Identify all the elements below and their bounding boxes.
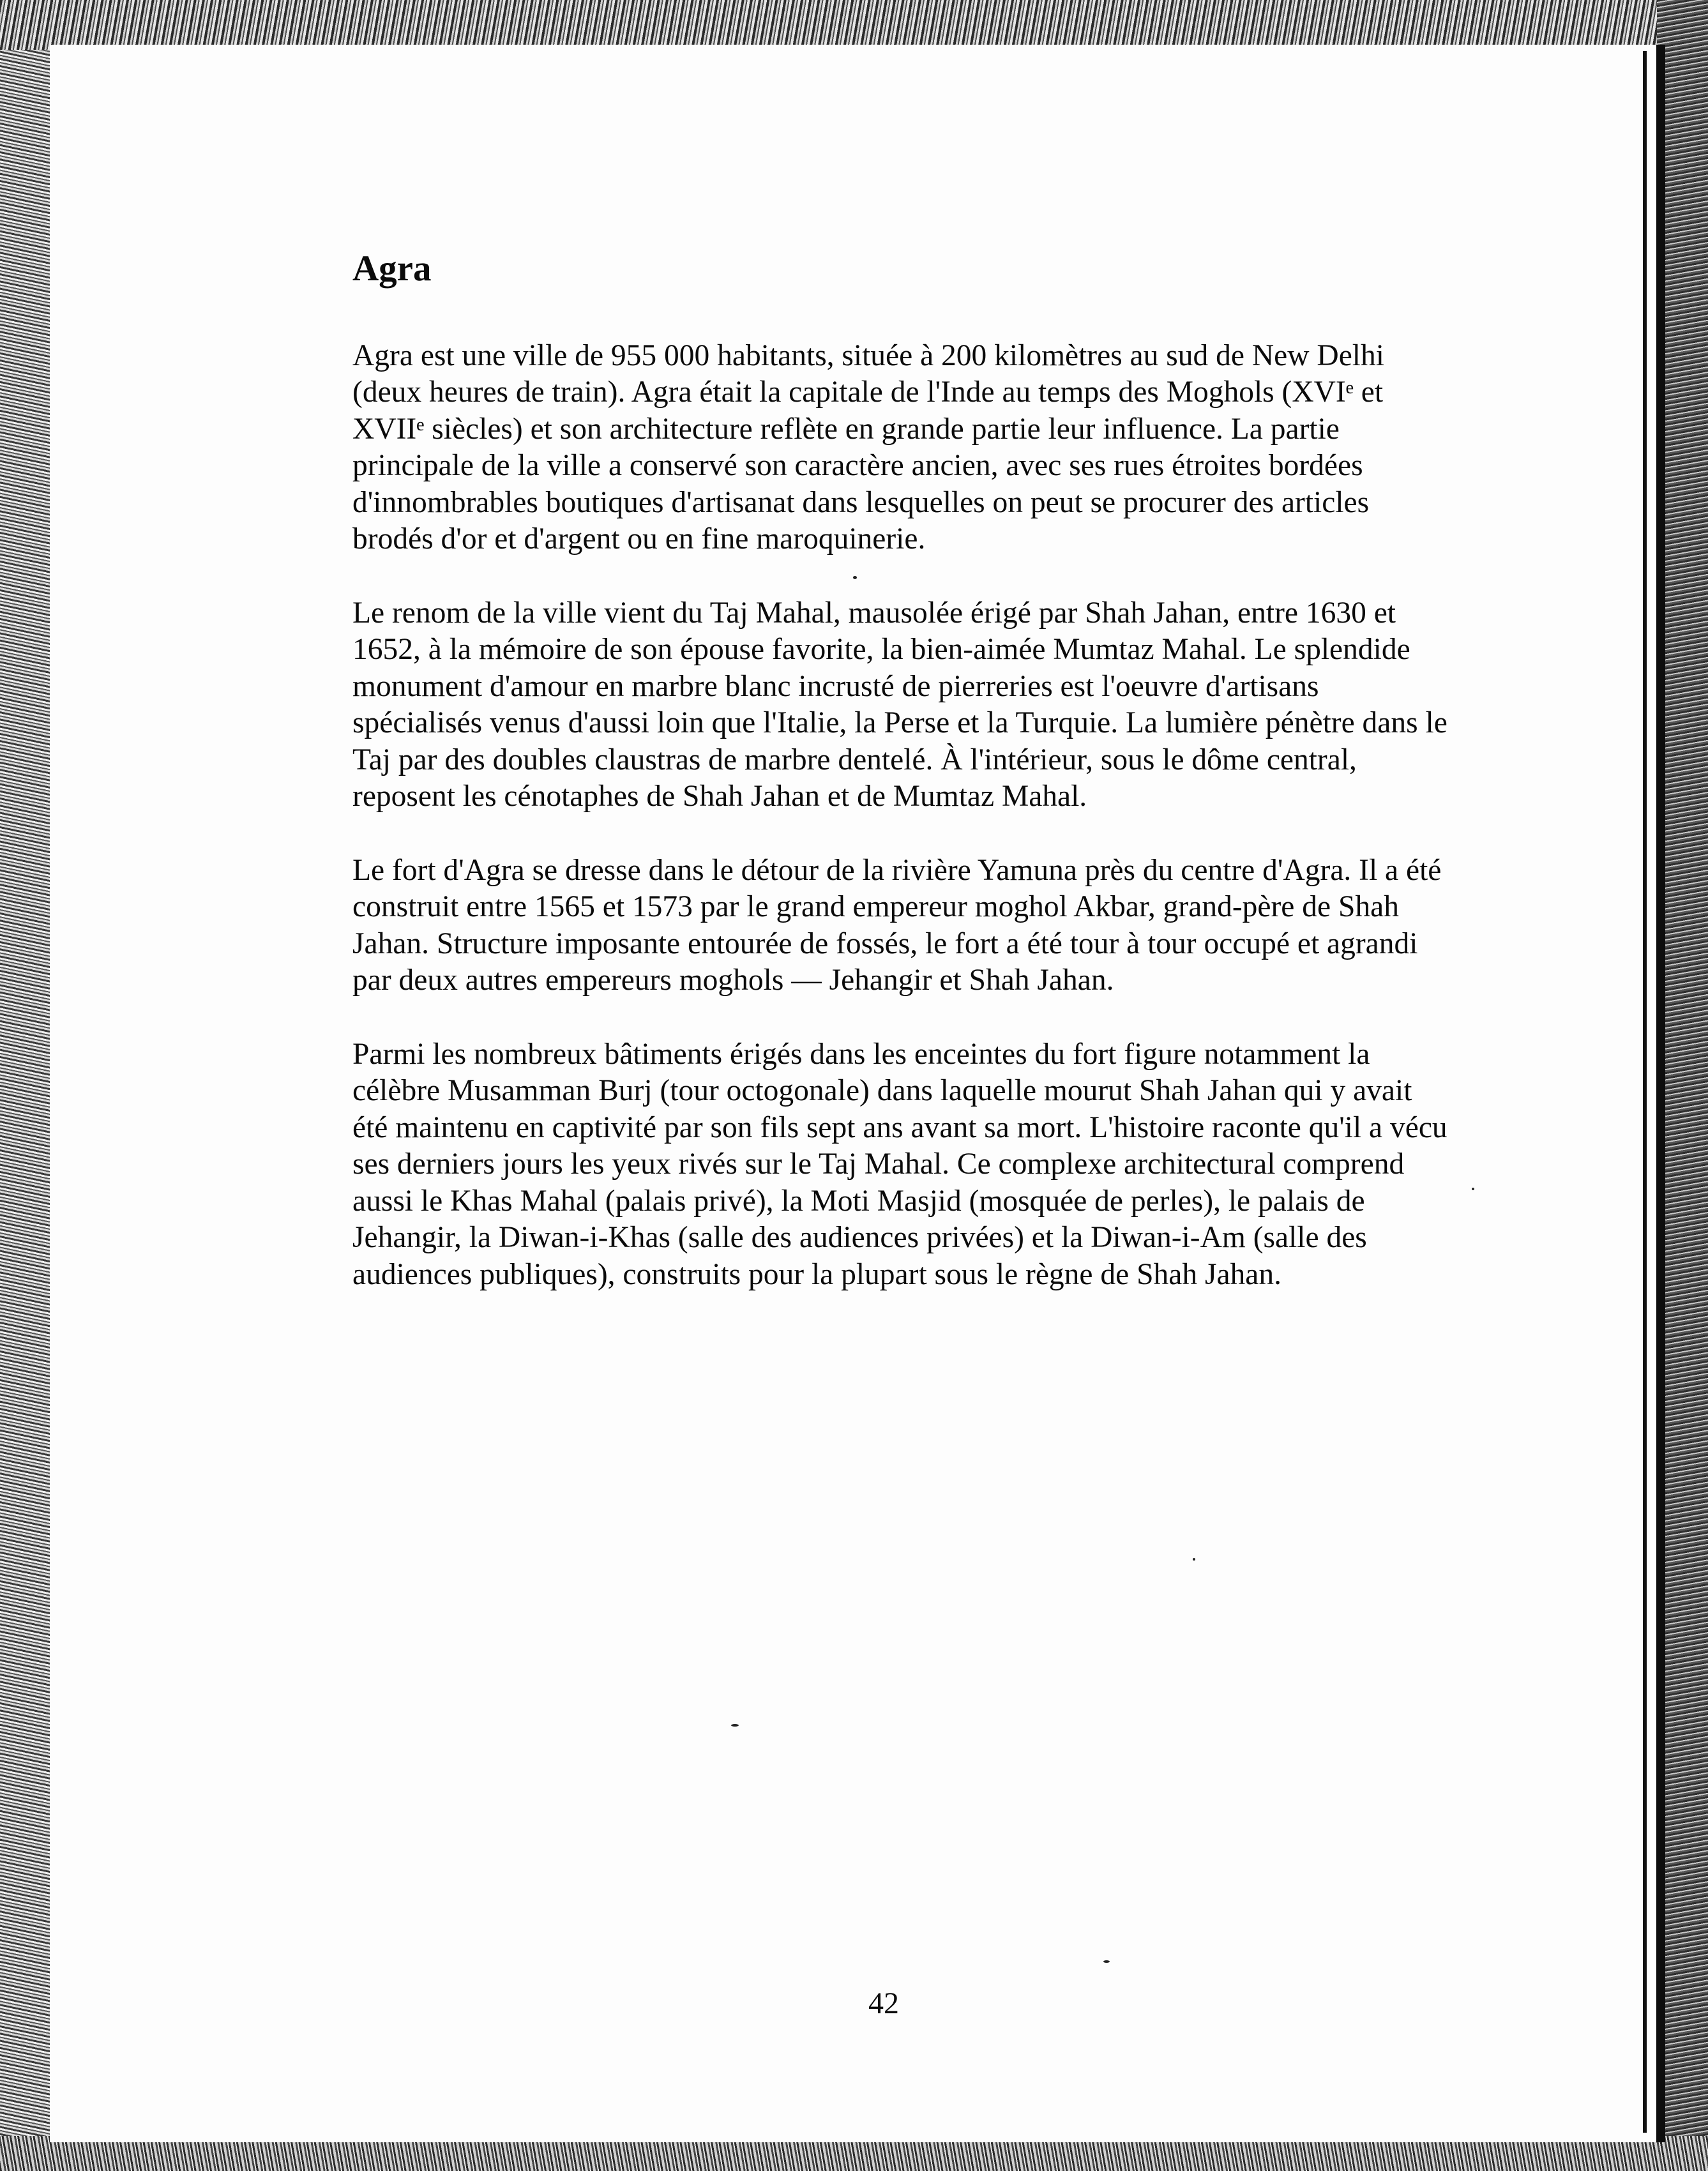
scan-speck	[731, 1724, 739, 1727]
paragraph: Le renom de la ville vient du Taj Mahal, mausolée érigé par Shah Jahan, entre 1630 et 1652, à la mémoire de son épouse favorite, la bien-aimée Mumtaz Mahal. Le splendide monument d'amour en marbre blanc incrusté de pierreries est l'oeuvre d'artisans spécialisés venus d'aussi loin que l'Italie, la Perse et la Turquie. La lumière pénètre dans le Taj par des doubles claustras de marbre dentelé. À l'intérieur, sous le dôme central, reposent les cénotaphes de Shah Jahan et de Mumtaz Mahal.	[352, 596, 1447, 813]
paragraph: Le fort d'Agra se dresse dans le détour de la rivière Yamuna près du centre d'Agra. Il a été construit entre 1565 et 1573 par le grand empereur moghol Akbar, grand-père de Shah Jahan. Structure imposante entourée de fossés, le fort a été tour à tour occupé et agrandi par deux autres empereurs moghols — Jehangir et Shah Jahan.	[352, 853, 1442, 997]
page-edge-shadow	[1643, 51, 1647, 2133]
paragraph: Agra est une ville de 955 000 habitants, située à 200 kilomètres au sud de New Delhi (deux heures de train). Agra était la capitale de l'Inde au temps des Moghols (XVIᵉ et XVIIᵉ siècles) et son architecture reflète en grande partie leur influence. La partie principale de la ville a conservé son caractère ancien, avec ses rues étroites bordées d'innombrables boutiques d'artisanat dans lesquelles on peut se procurer des articles brodés d'or et d'argent ou en fine maroquinerie.	[352, 338, 1384, 556]
scan-border-left	[0, 0, 57, 2171]
paragraph: Parmi les nombreux bâtiments érigés dans les enceintes du fort figure notamment la célèbre Musamman Burj (tour octogonale) dans laquelle mourut Shah Jahan qui y avait été maintenu en captivité par son fils sept ans avant sa mort. L'histoire raconte qu'il a vécu ses derniers jours les yeux rivés sur le Taj Mahal. Ce complexe architectural comprend aussi le Khas Mahal (palais privé), la Moti Masjid (mosquée de perles), le palais de Jehangir, la Diwan-i-Khas (salle des audiences privées) et la Diwan-i-Am (salle des audiences publiques), construits pour la plupart sous le règne de Shah Jahan.	[352, 1037, 1447, 1291]
scan-border-top	[0, 0, 1708, 50]
scan-speck	[1103, 1960, 1110, 1963]
page-title: Agra	[352, 248, 432, 289]
scan-speck	[1193, 1558, 1195, 1561]
scan-speck	[1472, 1188, 1474, 1190]
document-body	[352, 249, 1451, 1330]
page-number: 42	[868, 1986, 899, 2020]
